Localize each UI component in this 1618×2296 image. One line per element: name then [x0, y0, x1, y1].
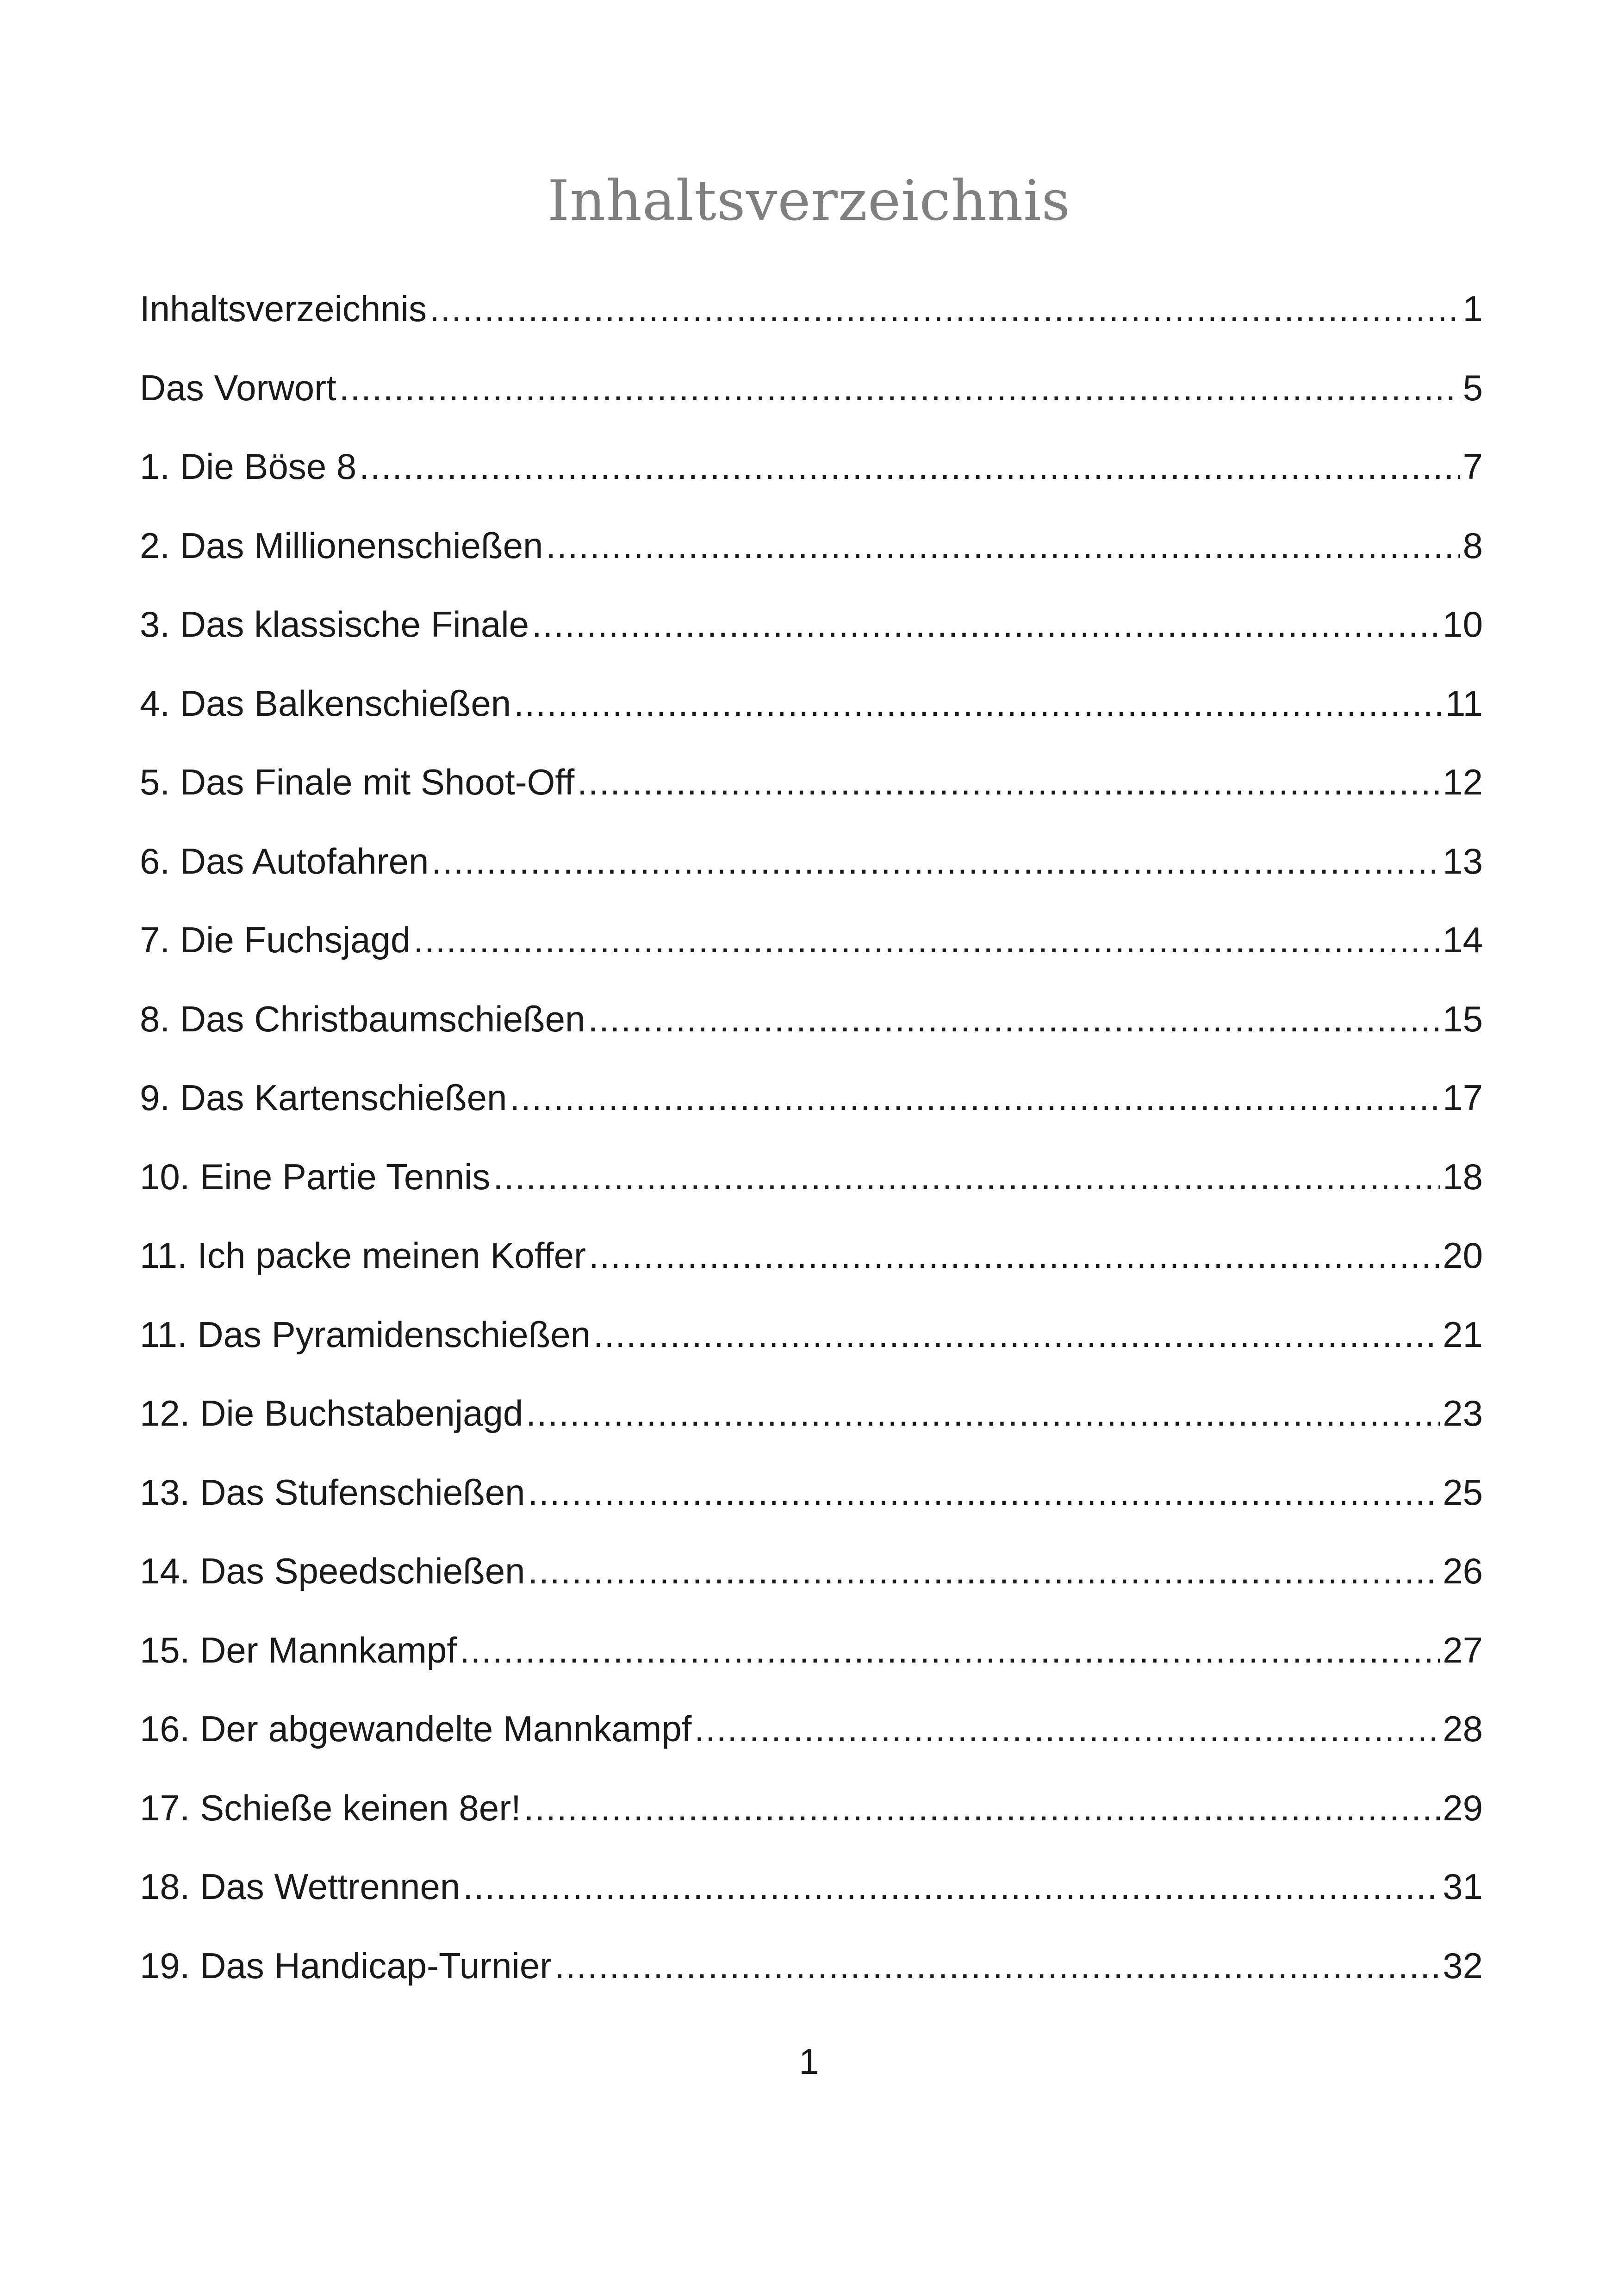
toc-entry-page: 20: [1443, 1235, 1483, 1276]
toc-entry[interactable]: [140, 358, 1483, 437]
toc-entry-page: 28: [1443, 1708, 1483, 1749]
toc-entry-title: 15. Der Mannkampf: [140, 1629, 457, 1670]
dot-leader: [339, 358, 1460, 418]
toc-entry-page: 5: [1462, 367, 1483, 408]
toc-entry-page: 8: [1462, 525, 1483, 566]
toc-entry-page: 26: [1443, 1551, 1483, 1591]
dot-leader: [510, 1067, 1440, 1128]
dot-leader: [546, 515, 1460, 576]
dot-leader: [577, 752, 1440, 812]
toc-entry[interactable]: [140, 1383, 1483, 1462]
dot-leader: [528, 1541, 1440, 1601]
toc-entry[interactable]: [140, 1856, 1483, 1936]
toc-entry-page: 7: [1462, 446, 1483, 487]
toc-entry[interactable]: [140, 1620, 1483, 1699]
toc-entry-page: 14: [1443, 919, 1483, 960]
toc-entry[interactable]: [140, 989, 1483, 1068]
toc-entry-page: 25: [1443, 1471, 1483, 1513]
toc-entry-page: 17: [1443, 1077, 1483, 1118]
toc-entry[interactable]: [140, 1541, 1483, 1620]
toc-entry-title: Inhaltsverzeichnis: [140, 288, 427, 329]
toc-entry-title: 16. Der abgewandelte Mannkampf: [140, 1708, 692, 1749]
toc-entry-page: 32: [1443, 1945, 1483, 1986]
toc-entry[interactable]: [140, 436, 1483, 515]
toc-entry[interactable]: [140, 1304, 1483, 1384]
toc-entry-title: 11. Ich packe meinen Koffer: [140, 1235, 586, 1276]
toc-entry-title: 14. Das Speedschießen: [140, 1551, 525, 1591]
toc-entry-title: 3. Das klassische Finale: [140, 604, 529, 645]
dot-leader: [593, 1304, 1440, 1365]
dot-leader: [514, 673, 1443, 733]
toc-entry-title: 4. Das Balkenschießen: [140, 683, 511, 724]
toc-entry[interactable]: [140, 910, 1483, 989]
toc-entry-title: Das Vorwort: [140, 367, 336, 408]
toc-entry-title: 13. Das Stufenschießen: [140, 1471, 525, 1513]
toc-entry-page: 29: [1443, 1787, 1483, 1828]
dot-leader: [460, 1620, 1440, 1680]
toc-entry-page: 21: [1443, 1314, 1483, 1355]
toc-entry[interactable]: [140, 1147, 1483, 1226]
toc-entry-title: 11. Das Pyramidenschießen: [140, 1314, 591, 1355]
toc-entry-page: 1: [1462, 288, 1483, 329]
dot-leader: [694, 1699, 1440, 1759]
dot-leader: [589, 1225, 1440, 1285]
toc-entry[interactable]: [140, 1699, 1483, 1778]
toc-entry-page: 12: [1443, 762, 1483, 802]
dot-leader: [554, 1936, 1440, 1996]
dot-leader: [431, 831, 1440, 891]
toc-entry-page: 23: [1443, 1393, 1483, 1433]
toc-entry[interactable]: [140, 1462, 1483, 1541]
toc-entry[interactable]: [140, 752, 1483, 831]
toc-entry-title: 12. Die Buchstabenjagd: [140, 1393, 523, 1433]
dot-leader: [413, 910, 1440, 970]
toc-entry[interactable]: [140, 1067, 1483, 1147]
toc-entry-title: 17. Schieße keinen 8er!: [140, 1787, 521, 1828]
toc-entry-title: 7. Die Fuchsjagd: [140, 919, 411, 960]
toc-entry[interactable]: [140, 1778, 1483, 1857]
dot-leader: [526, 1383, 1440, 1443]
page-title: Inhaltsverzeichnis: [547, 169, 1071, 233]
dot-leader: [493, 1147, 1440, 1207]
toc-entry-page: 10: [1443, 604, 1483, 645]
dot-leader: [429, 279, 1460, 339]
toc-entry-page: 13: [1443, 840, 1483, 881]
toc-entry[interactable]: [140, 515, 1483, 595]
dot-leader: [359, 436, 1460, 496]
toc-entry-title: 6. Das Autofahren: [140, 840, 429, 881]
toc-entry-title: 9. Das Kartenschießen: [140, 1077, 507, 1118]
table-of-contents: [140, 279, 1483, 2014]
toc-entry[interactable]: [140, 594, 1483, 673]
toc-entry-title: 10. Eine Partie Tennis: [140, 1156, 491, 1197]
toc-entry-page: 15: [1443, 998, 1483, 1039]
toc-entry-title: 19. Das Handicap-Turnier: [140, 1945, 552, 1986]
dot-leader: [588, 989, 1440, 1049]
toc-entry-page: 18: [1443, 1156, 1483, 1197]
toc-entry-page: 31: [1443, 1866, 1483, 1907]
toc-entry[interactable]: [140, 1225, 1483, 1304]
toc-entry-title: 18. Das Wettrennen: [140, 1866, 461, 1907]
toc-entry[interactable]: [140, 1936, 1483, 2015]
toc-entry-title: 1. Die Böse 8: [140, 446, 357, 487]
toc-entry[interactable]: [140, 673, 1483, 752]
toc-entry[interactable]: [140, 279, 1483, 358]
dot-leader: [528, 1462, 1440, 1522]
toc-entry-title: 5. Das Finale mit Shoot-Off: [140, 762, 575, 802]
toc-entry[interactable]: [140, 831, 1483, 910]
dot-leader: [532, 594, 1440, 654]
dot-leader: [524, 1778, 1440, 1838]
toc-entry-title: 8. Das Christbaumschießen: [140, 998, 585, 1039]
toc-entry-page: 11: [1445, 683, 1483, 724]
page-number: 1: [799, 2041, 819, 2082]
dot-leader: [463, 1856, 1440, 1917]
toc-entry-page: 27: [1443, 1629, 1483, 1670]
toc-entry-title: 2. Das Millionenschießen: [140, 525, 543, 566]
